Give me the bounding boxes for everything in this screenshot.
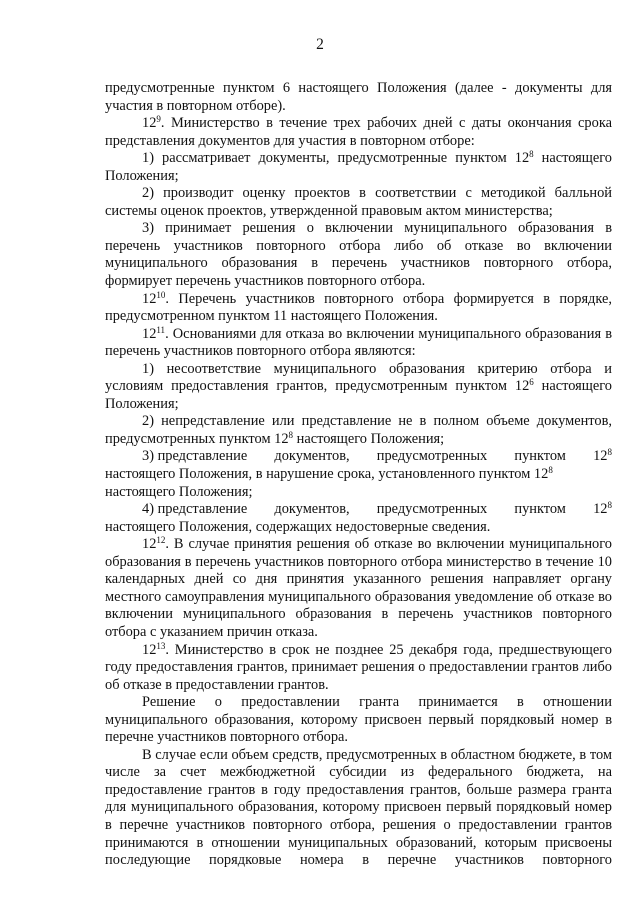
- decision-first-line: Решение о предоставлении гранта принимается в отношении: [142, 694, 612, 711]
- paragraph-12-9-item-1: 1) рассматривает документы, предусмотренные пунктом $12^8$ настоящего Положения;: [105, 149, 612, 184]
- item-3-second-line: настоящего Положения, в нарушение срока, установленного пунктом $12^8$: [105, 465, 553, 483]
- paragraph-12-11-item-4: [105, 501, 612, 536]
- item-4-first-line: 4) представление документов, предусмотренных пунктом $12^8$: [142, 500, 612, 518]
- page-number: 2: [316, 36, 324, 53]
- paragraph-12-11-item-1: 1) несоответствие муниципального образования критерию отбора и условиям предоставления грантов, предусмотренным пунктом $12^6$ настоящего Положения;: [105, 360, 612, 412]
- paragraph-12-10: $12^{10}$. Перечень участников повторного отбора формируется в порядке, предусмотренном пунктом 11 настоящего Положения.: [105, 289, 612, 325]
- paragraph-intro: предусмотренные пунктом 6 настоящего Положения (далее - документы для участия в повторном отборе).: [105, 80, 612, 114]
- paragraph-decision: [105, 694, 612, 747]
- paragraph-12-13: $12^{13}$. Министерство в срок не позднее 25 декабря года, предшествующего году предоставления грантов, принимает решения о предоставлении грантов либо об отказе в предоставлении грантов.: [105, 640, 612, 693]
- paragraph-12-9-item-2: 2) производит оценку проектов в соответствии с методикой балльной системы оценок проектов, утвержденной правовым актом министерства;: [105, 185, 612, 219]
- paragraph-12-11-item-2: 2) непредставление или представление не в полном объеме документов, предусмотренных пунктом $12^8$ настоящего Положения;: [105, 413, 612, 447]
- paragraph-12-11: $12^{11}$. Основаниями для отказа во включении муниципального образования в перечень участников повторного отбора являются:: [105, 324, 612, 360]
- document-body: [105, 80, 612, 870]
- paragraph-12-11-item-3: [105, 448, 612, 501]
- decision-rest: муниципального образования, которому присвоен первый порядковый номер в перечне участников повторного отбора.: [105, 711, 612, 746]
- paragraph-funding: В случае если объем средств, предусмотренных в областном бюджете, в том числе за счет межбюджетной субсидии из федерального бюджета, на предоставление грантов в году предоставления грантов, больше размера гранта для муниципального образования, которому присвоен первый порядковый номер в перечне участников повторного отбора, решения о предоставлении грантов принимаются в отношении муниципальных образований, которым присвоены последующие порядковые номера в перечне участников повторного: [105, 746, 612, 869]
- paragraph-12-12: $12^{12}$. В случае принятия решения об отказе во включении муниципального образования в перечень участников повторного отбора министерство в течение 10 календарных дней со дня принятия указанного решения направляет органу местного самоуправления муниципального образования уведомление об отказе во включении муниципального образования в перечень участников повторного отбора с указанием причин отказа.: [105, 535, 612, 640]
- item-4-second-line: настоящего Положения, содержащих недостоверные сведения.: [105, 518, 491, 535]
- item-3-third-line: настоящего Положения;: [105, 483, 253, 500]
- paragraph-12-9: $12^9$. Министерство в течение трех рабочих дней с даты окончания срока представления документов для участия в повторном отборе:: [105, 114, 612, 149]
- paragraph-12-9-item-3: 3) принимает решения о включении муниципального образования в перечень участников повторного отбора либо об отказе во включении муниципального образования в перечень участников повторного отбора, формирует перечень участников повторного отбора.: [105, 220, 612, 290]
- item-3-first-line: 3) представление документов, предусмотренных пунктом $12^8$: [142, 447, 612, 465]
